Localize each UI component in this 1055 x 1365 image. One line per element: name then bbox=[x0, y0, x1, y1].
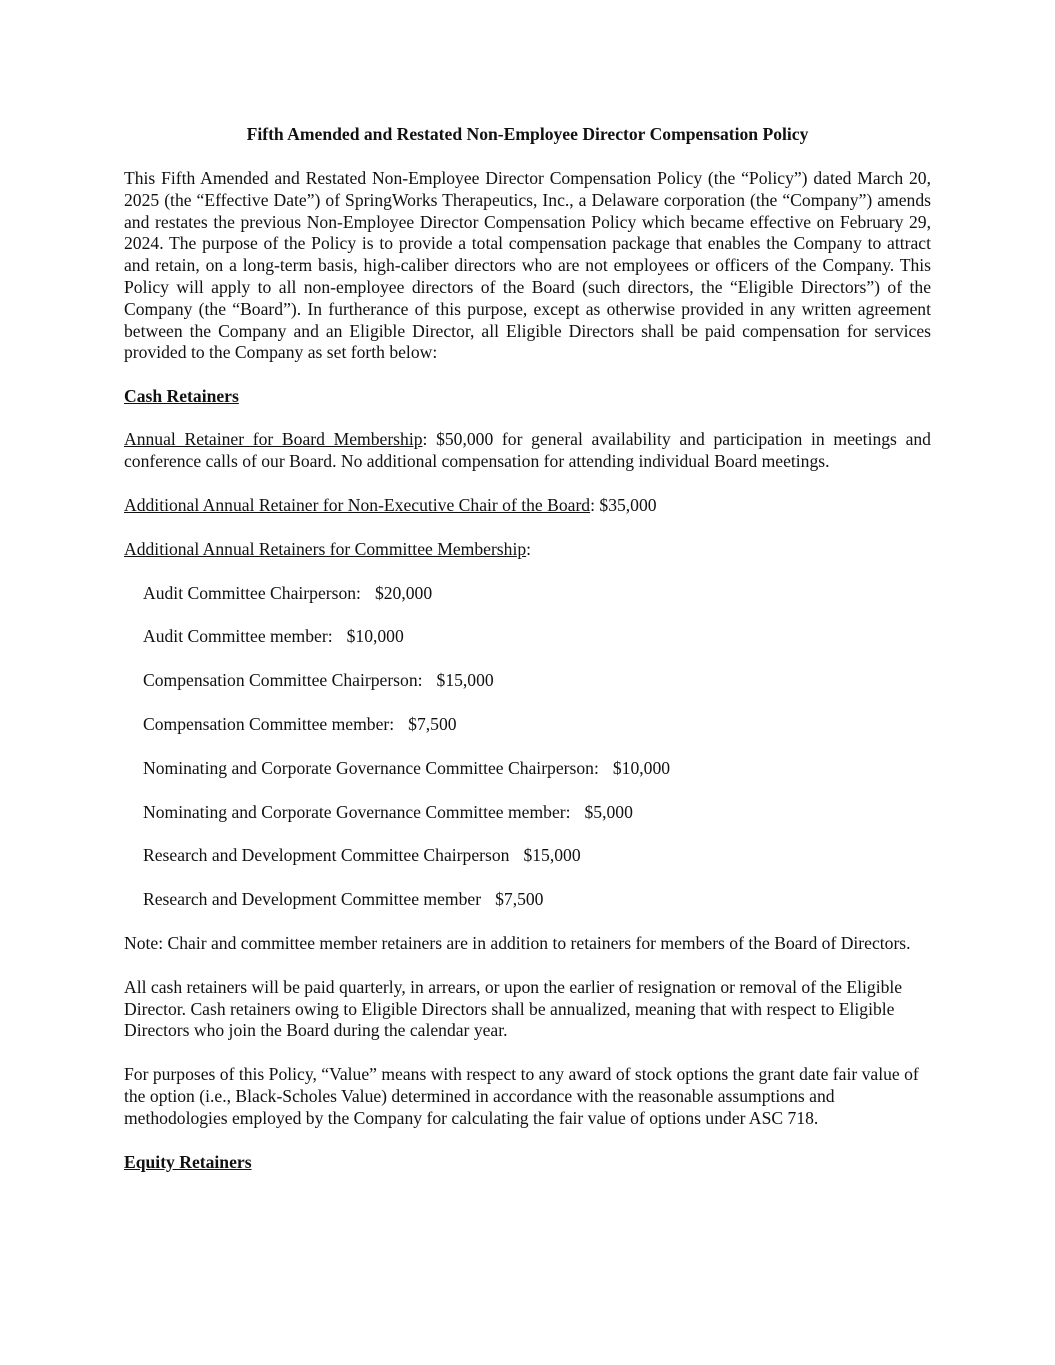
value-definition-paragraph: For purposes of this Policy, “Value” means with respect to any award of stock options the grant date fair value of the option (i.e., Black-Scholes Value) determined in accordance with the reasonable assumptions and methodologies employed by the Company for calculating the fair value of options under ASC 718. bbox=[124, 1064, 919, 1128]
list-item bbox=[124, 670, 931, 692]
chair-retainer-label: Additional Annual Retainer for Non-Executive Chair of the Board bbox=[124, 495, 591, 516]
list-item bbox=[124, 626, 931, 648]
committee-amount: $20,000 bbox=[374, 582, 433, 603]
intro-paragraph: This Fifth Amended and Restated Non-Employee Director Compensation Policy (the “Policy”) dated March 20, 2025 (the “Effective Date”) of SpringWorks Therapeutics, Inc., a Delaware corporation (the “Company”) amends and restates the previous Non-Employee Director Compensation Policy which became effective on February 29, 2024. The purpose of the Policy is to provide a total compensation package that enables the Company to attract and retain, on a long-term basis, high-caliber directors who are not employees or officers of the Company. This Policy will apply to all non-employee directors of the Board (such directors, the “Eligible Directors”) of the Company (the “Board”). In furtherance of this purpose, except as otherwise provided in any written agreement between the Company and an Eligible Director, all Eligible Directors shall be paid compensation for services provided to the Company as set forth below: bbox=[124, 168, 931, 363]
committee-retainer-list bbox=[124, 583, 931, 911]
list-item bbox=[124, 845, 931, 867]
board-retainer-text: : $50,000 for general availability and participation in meetings and conference calls of our Board. No additional compensation for attending individual Board meetings. bbox=[124, 429, 931, 472]
board-retainer-paragraph bbox=[124, 429, 931, 473]
committee-role: Audit Committee member: bbox=[143, 626, 333, 647]
document-title: Fifth Amended and Restated Non-Employee Director Compensation Policy bbox=[246, 124, 809, 144]
list-item bbox=[124, 714, 931, 736]
committee-role: Compensation Committee Chairperson: bbox=[143, 670, 423, 691]
board-retainer-label: Annual Retainer for Board Membership bbox=[124, 429, 423, 450]
committee-amount: $15,000 bbox=[523, 845, 581, 866]
committee-role: Compensation Committee member: bbox=[143, 714, 395, 735]
note-paragraph: Note: Chair and committee member retainers are in addition to retainers for members of the Board of Directors. bbox=[124, 933, 911, 954]
committee-role: Research and Development Committee member bbox=[143, 889, 482, 910]
payment-paragraph: All cash retainers will be paid quarterly, in arrears, or upon the earlier of resignation or removal of the Eligible Director. Cash retainers owing to Eligible Directors shall be annualized, meaning that with respect to Eligible Directors who join the Board during the calendar year. bbox=[124, 976, 903, 1041]
committee-role: Nominating and Corporate Governance Committee member: bbox=[143, 801, 571, 822]
committee-retainers-paragraph bbox=[124, 539, 931, 561]
committee-amount: $7,500 bbox=[495, 889, 544, 910]
list-item bbox=[124, 889, 931, 911]
committee-retainers-label: Additional Annual Retainers for Committee Membership bbox=[124, 538, 527, 559]
list-item bbox=[124, 802, 931, 824]
committee-role: Research and Development Committee Chairperson bbox=[143, 845, 510, 866]
committee-amount: $5,000 bbox=[584, 801, 633, 822]
cash-retainers-heading: Cash Retainers bbox=[124, 385, 239, 406]
equity-retainers-heading: Equity Retainers bbox=[124, 1151, 252, 1172]
chair-retainer-text: : $35,000 bbox=[590, 495, 657, 516]
list-item bbox=[124, 758, 931, 780]
committee-retainers-suffix: : bbox=[526, 538, 532, 559]
committee-role: Audit Committee Chairperson: bbox=[143, 582, 361, 603]
committee-role: Nominating and Corporate Governance Committee Chairperson: bbox=[143, 757, 599, 778]
committee-amount: $15,000 bbox=[436, 670, 494, 691]
list-item bbox=[124, 583, 931, 605]
document-page bbox=[124, 124, 931, 1173]
committee-amount: $10,000 bbox=[612, 757, 671, 778]
chair-retainer-paragraph bbox=[124, 495, 931, 517]
committee-amount: $10,000 bbox=[346, 626, 404, 647]
committee-amount: $7,500 bbox=[408, 714, 457, 735]
